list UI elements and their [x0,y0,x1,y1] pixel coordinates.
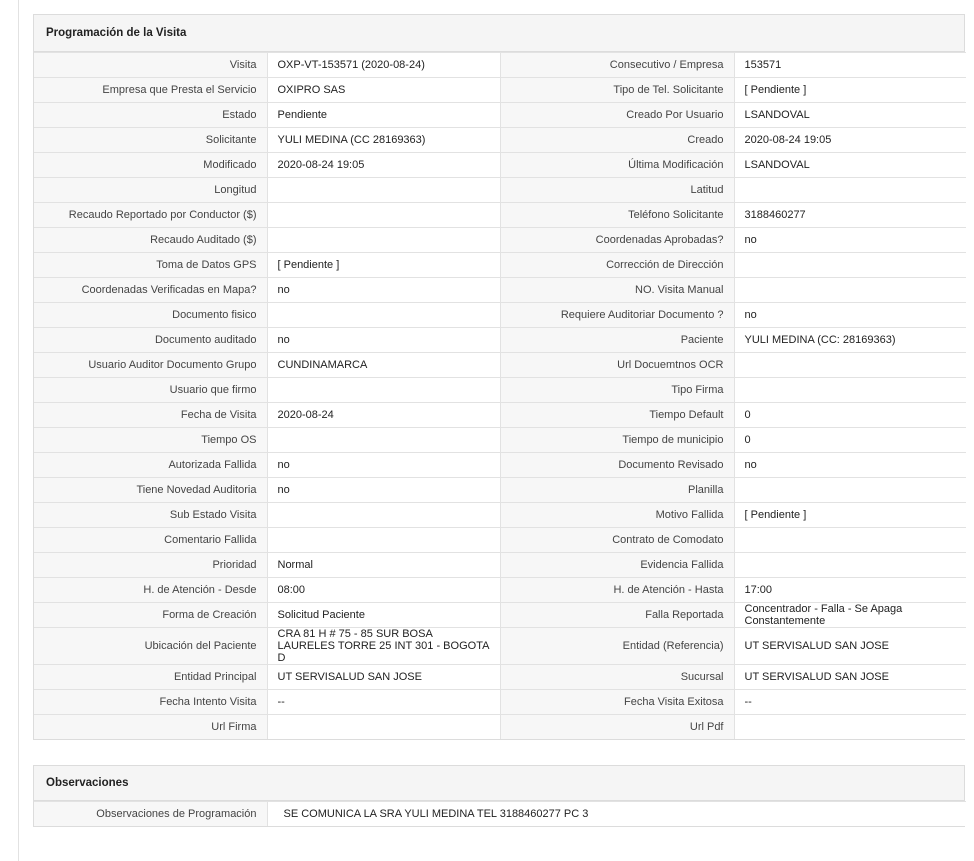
field-label-right: Tiempo Default [500,403,734,428]
detail-row [34,203,966,228]
field-value-left [267,503,500,528]
field-value-right [734,178,966,203]
field-value-right: no [734,453,966,478]
field-value-right: no [734,228,966,253]
field-value-right [734,353,966,378]
field-value-left [267,528,500,553]
field-label-right: Creado [500,128,734,153]
field-label-left: Solicitante [34,128,267,153]
field-label-right: Documento Revisado [500,453,734,478]
field-value-left: CRA 81 H # 75 - 85 SUR BOSA LAURELES TORRE 25 INT 301 - BOGOTA D [267,628,500,665]
field-label-left: Usuario Auditor Documento Grupo [34,353,267,378]
field-label-left: Sub Estado Visita [34,503,267,528]
field-value-right [734,378,966,403]
detail-row [34,628,966,665]
field-label-left: Forma de Creación [34,603,267,628]
detail-row [34,78,966,103]
detail-row [34,228,966,253]
field-value-left [267,428,500,453]
programacion-title: Programación de la Visita [34,15,964,52]
field-value-right: YULI MEDINA (CC: 28169363) [734,328,966,353]
detail-row [34,403,966,428]
detail-row [34,690,966,715]
observaciones-row [34,802,966,827]
field-label-right: H. de Atención - Hasta [500,578,734,603]
page-left-rule [18,0,19,861]
field-label-right: Última Modificación [500,153,734,178]
detail-row [34,103,966,128]
field-value-left: UT SERVISALUD SAN JOSE [267,665,500,690]
field-label-right: Fecha Visita Exitosa [500,690,734,715]
detail-row [34,553,966,578]
field-value-left [267,715,500,740]
field-value-left: no [267,453,500,478]
field-label-left: Documento auditado [34,328,267,353]
field-label-left: Coordenadas Verificadas en Mapa? [34,278,267,303]
field-label-left: H. de Atención - Desde [34,578,267,603]
detail-row [34,453,966,478]
field-value-left: 2020-08-24 19:05 [267,153,500,178]
field-label-left: Documento fisico [34,303,267,328]
detail-row [34,603,966,628]
field-label-right: Latitud [500,178,734,203]
detail-row [34,328,966,353]
field-value-left: Pendiente [267,103,500,128]
field-label-right: Falla Reportada [500,603,734,628]
field-label-right: Paciente [500,328,734,353]
detail-row [34,178,966,203]
detail-row [34,715,966,740]
field-value-right: [ Pendiente ] [734,503,966,528]
field-value-right: UT SERVISALUD SAN JOSE [734,628,966,665]
field-label-left: Recaudo Auditado ($) [34,228,267,253]
detail-row [34,665,966,690]
programacion-panel [33,14,965,740]
field-label-right: Motivo Fallida [500,503,734,528]
field-value-left: OXIPRO SAS [267,78,500,103]
field-value-left: 2020-08-24 [267,403,500,428]
field-label-left: Modificado [34,153,267,178]
field-label-left: Prioridad [34,553,267,578]
field-value-left: 08:00 [267,578,500,603]
field-value-right: no [734,303,966,328]
detail-row [34,353,966,378]
field-label-right: Tiempo de municipio [500,428,734,453]
field-value-right [734,528,966,553]
field-label-left: Tiempo OS [34,428,267,453]
observaciones-panel [33,765,965,827]
field-label-left: Recaudo Reportado por Conductor ($) [34,203,267,228]
detail-row [34,278,966,303]
field-value-right: 17:00 [734,578,966,603]
field-label-left: Fecha Intento Visita [34,690,267,715]
field-value-left [267,378,500,403]
field-label-left: Usuario que firmo [34,378,267,403]
field-label-right: Tipo Firma [500,378,734,403]
observaciones-table [34,801,966,826]
field-label-left: Estado [34,103,267,128]
field-value-right [734,715,966,740]
field-label-right: Tipo de Tel. Solicitante [500,78,734,103]
field-label-right: Sucursal [500,665,734,690]
field-value-left: no [267,278,500,303]
field-value-left: [ Pendiente ] [267,253,500,278]
field-value-right: LSANDOVAL [734,153,966,178]
detail-row [34,303,966,328]
detail-row [34,53,966,78]
field-label-left: Longitud [34,178,267,203]
programacion-table [34,52,966,739]
detail-row [34,153,966,178]
field-label-right: Creado Por Usuario [500,103,734,128]
field-label-right: Url Pdf [500,715,734,740]
field-value-right [734,478,966,503]
field-value-left [267,303,500,328]
field-value-right: -- [734,690,966,715]
field-value-right [734,253,966,278]
observaciones-label: Observaciones de Programación [34,802,267,827]
field-label-left: Url Firma [34,715,267,740]
field-label-right: NO. Visita Manual [500,278,734,303]
field-label-right: Evidencia Fallida [500,553,734,578]
observaciones-title: Observaciones [34,766,964,801]
field-label-left: Entidad Principal [34,665,267,690]
detail-row [34,428,966,453]
field-label-left: Autorizada Fallida [34,453,267,478]
field-label-right: Requiere Auditoriar Documento ? [500,303,734,328]
field-value-right: LSANDOVAL [734,103,966,128]
field-value-left: Solicitud Paciente [267,603,500,628]
field-value-left: -- [267,690,500,715]
detail-row [34,528,966,553]
field-label-right: Url Docuemtnos OCR [500,353,734,378]
field-value-right: 3188460277 [734,203,966,228]
field-value-left [267,228,500,253]
field-label-left: Visita [34,53,267,78]
detail-row [34,378,966,403]
field-value-right: [ Pendiente ] [734,78,966,103]
field-value-right: 2020-08-24 19:05 [734,128,966,153]
field-value-left: no [267,478,500,503]
field-label-left: Ubicación del Paciente [34,628,267,665]
field-value-left: CUNDINAMARCA [267,353,500,378]
detail-row [34,253,966,278]
field-value-left [267,203,500,228]
field-value-left: no [267,328,500,353]
field-value-left: OXP-VT-153571 (2020-08-24) [267,53,500,78]
field-value-left [267,178,500,203]
field-value-right: 0 [734,428,966,453]
field-value-left: YULI MEDINA (CC 28169363) [267,128,500,153]
field-value-right: 0 [734,403,966,428]
field-label-right: Teléfono Solicitante [500,203,734,228]
field-label-right: Contrato de Comodato [500,528,734,553]
field-label-right: Entidad (Referencia) [500,628,734,665]
field-value-right: 153571 [734,53,966,78]
field-value-left: Normal [267,553,500,578]
detail-row [34,578,966,603]
field-label-left: Comentario Fallida [34,528,267,553]
field-value-right: UT SERVISALUD SAN JOSE [734,665,966,690]
field-label-right: Consecutivo / Empresa [500,53,734,78]
field-label-right: Corrección de Dirección [500,253,734,278]
field-label-right: Coordenadas Aprobadas? [500,228,734,253]
field-label-left: Fecha de Visita [34,403,267,428]
field-value-right [734,278,966,303]
detail-row [34,478,966,503]
detail-row [34,128,966,153]
observaciones-value: SE COMUNICA LA SRA YULI MEDINA TEL 3188460277 PC 3 [267,802,966,827]
detail-row [34,503,966,528]
field-label-right: Planilla [500,478,734,503]
field-value-right [734,553,966,578]
field-label-left: Toma de Datos GPS [34,253,267,278]
field-label-left: Tiene Novedad Auditoria [34,478,267,503]
field-value-right: Concentrador - Falla - Se Apaga Constantemente [734,603,966,628]
field-label-left: Empresa que Presta el Servicio [34,78,267,103]
